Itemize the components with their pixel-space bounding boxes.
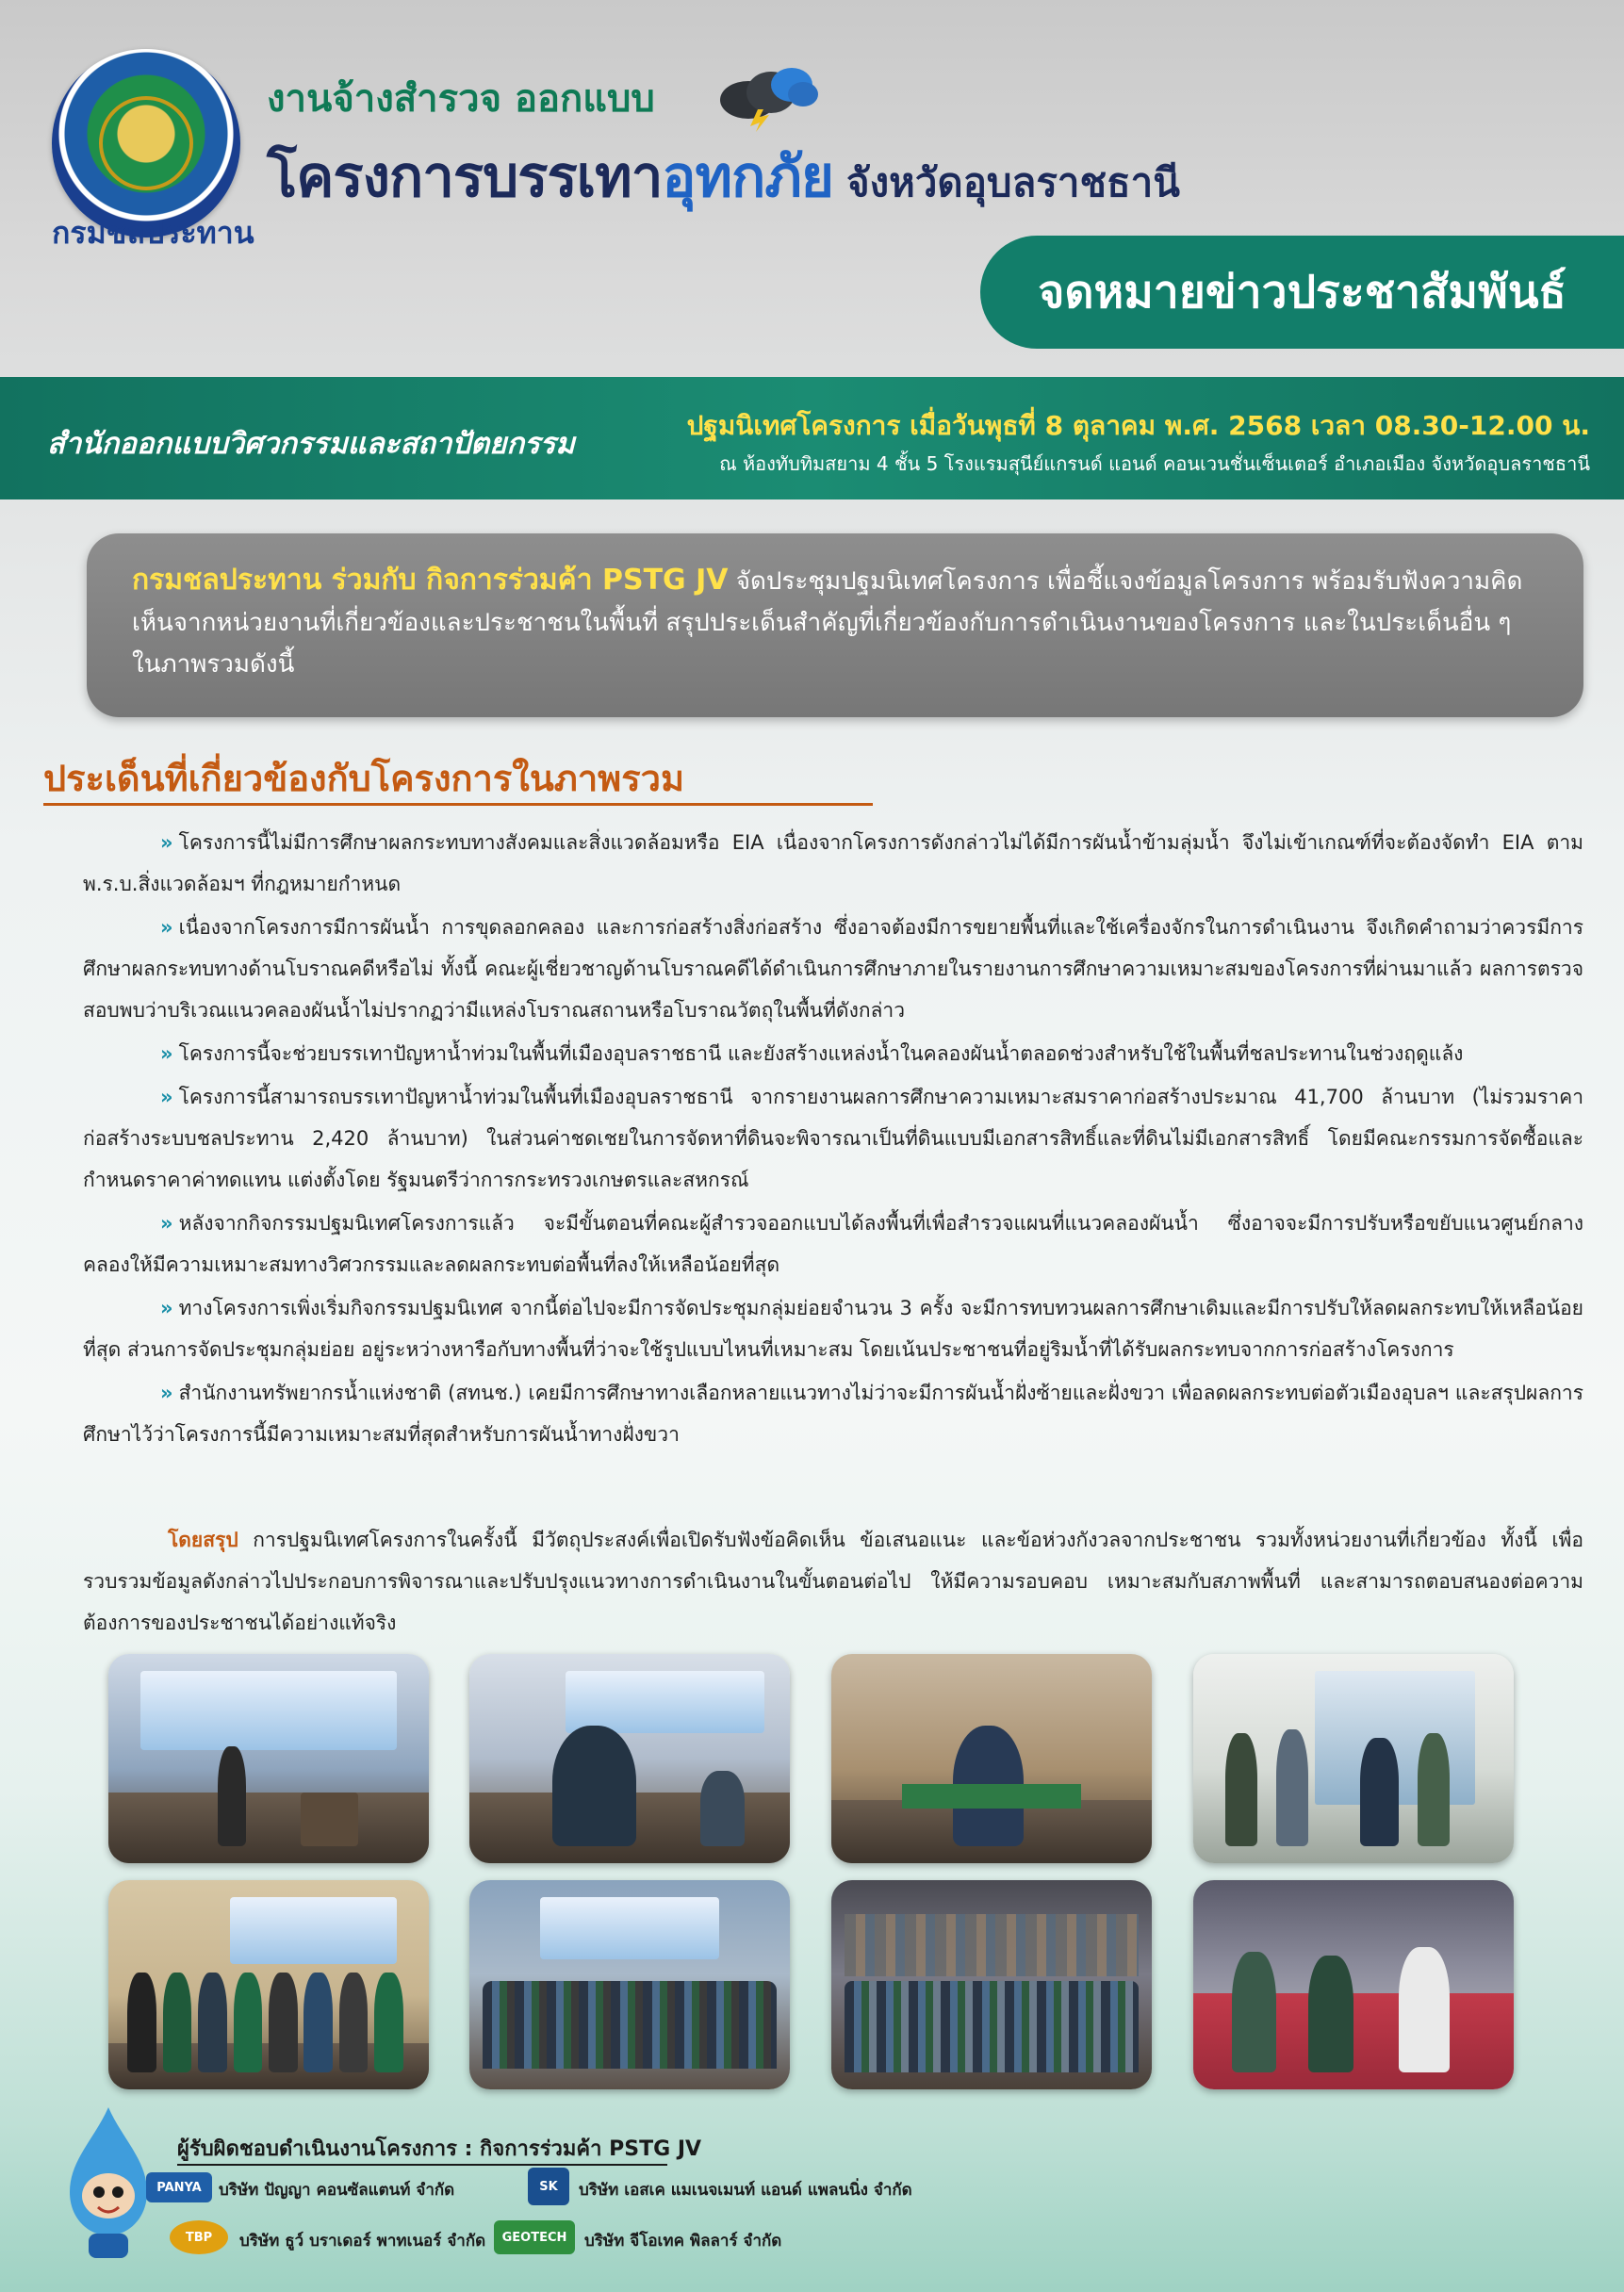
bullet-arrow-icon: » [160,1297,173,1319]
bullet-item: » โครงการนี้สามารถบรรเทาปัญหาน้ำท่วมในพื้นที่เมืองอุบลราชธานี จากรายงานผลการศึกษาความเหมาะสมราคาก่อสร้างประมาณ 41,700 ล้านบาท (ไม่รวมราคาก่อสร้างระบบชลประทาน 2,420 ล้านบาท) ในส่วนค่าชดเชยในการจัดหาที่ดินจะพิจารณาเป็นที่ดินแบบมีเอกสารสิทธิ์และที่ดินไม่มีเอกสารสิทธิ์ โดยมีคณะกรรมการจัดซื้อและกำหนดราคาค่าทดแทน แต่งตั้งโดย รัฐมนตรีว่าการกระทรวงเกษตรและสหกรณ์ [83,1086,1583,1191]
event-photo [108,1880,429,2089]
project-title [267,132,1180,221]
panya-logo-icon: PANYA [146,2172,212,2202]
logo-caption: กรมชลประทาน [52,215,254,251]
bullet-item: » โครงการนี้ไม่มีการศึกษาผลกระทบทางสังคมและสิ่งแวดล้อมหรือ EIA เนื่องจากโครงการดังกล่าวไม่ได้มีการผันน้ำข้ามลุ่มน้ำ จึงไม่เข้าเกณฑ์ที่จะต้องจัดทำ EIA ตาม พ.ร.บ.สิ่งแวดล้อมฯ ที่กฎหมายกำหนด [83,831,1583,895]
event-photo [469,1654,790,1863]
event-photo [1193,1654,1514,1863]
intro-paragraph [132,560,1538,685]
project-title-highlight: อุทกภัย [662,144,834,210]
summary [83,1519,1583,1644]
event-date: ปฐมนิเทศโครงการ เมื่อวันพุธที่ 8 ตุลาคม พ.ศ. 2568 เวลา 08.30-12.00 น. [686,410,1590,441]
bullet-arrow-icon: » [160,916,173,939]
intro-text: จัดประชุมปฐมนิเทศโครงการ เพื่อชี้แจงข้อมูลโครงการ พร้อมรับฟังความคิดเห็นจากหน่วยงานที่เกี่ยวข้องและประชาชนในพื้นที่ สรุปประเด็นสำคัญที่เกี่ยวข้องกับการดำเนินงานของโครงการ และในประเด็นอื่น ๆ ในภาพรวมดังนี้ [132,567,1523,679]
section-divider [43,803,873,806]
bullet-item: » หลังจากกิจกรรมปฐมนิเทศโครงการแล้ว จะมีขั้นตอนที่คณะผู้สำรวจออกแบบได้ลงพื้นที่เพื่อสำรวจแผนที่แนวคลองผันน้ำ ซึ่งอาจจะมีการปรับหรือขยับแนวศูนย์กลางคลองให้มีความเหมาะสมทางวิศวกรรมและลดผลกระทบต่อพื้นที่ลงให้เหลือน้อยที่สุด [83,1212,1583,1276]
project-title-main: โครงการบรรเทา [267,144,663,210]
sk-logo-icon: SK [528,2168,569,2205]
footer-divider [177,2164,667,2166]
project-province: จังหวัดอุบลราชธานี [846,159,1180,205]
bullet-item: » ทางโครงการเพิ่งเริ่มกิจกรรมปฐมนิเทศ จากนี้ต่อไปจะมีการจัดประชุมกลุ่มย่อยจำนวน 3 ครั้ง จะมีการทบทวนผลการศึกษาเดิมและมีการปรับให้ลดผลกระทบให้เหลือน้อยที่สุด ส่วนการจัดประชุมกลุ่มย่อย อยู่ระหว่างหารือกับทางพื้นที่ว่าจะใช้รูปแบบไหนที่เหมาะสม โดยเน้นประชาชนที่อยู่ริมน้ำที่ได้รับผลกระทบจากการก่อสร้างโครงการ [83,1297,1583,1361]
bullet-list [83,822,1583,1457]
bullet-arrow-icon: » [160,1086,173,1108]
header-subtitle: งานจ้างสำรวจ ออกแบบ [267,77,655,121]
newsletter-label [980,236,1624,349]
company-name: บริษัท ธูว์ บราเดอร์ พาทเนอร์ จำกัด [239,2232,486,2251]
bullet-arrow-icon: » [160,831,173,854]
footer-title: ผู้รับผิดชอบดำเนินงานโครงการ : กิจการร่วมค้า PSTG JV [177,2137,702,2161]
intro-box [87,533,1583,717]
intro-lead: กรมชลประทาน ร่วมกับ กิจการร่วมค้า PSTG JV [132,564,729,597]
summary-keyword: โดยสรุป [168,1529,238,1551]
bullet-item: » สำนักงานทรัพยากรน้ำแห่งชาติ (สทนช.) เคยมีการศึกษาทางเลือกหลายแนวทางไม่ว่าจะมีการผันน้ำฝั่งซ้ายและฝั่งขวา เพื่อลดผลกระทบต่อตัวเมืองอุบลฯ และสรุปผลการศึกษาไว้ว่าโครงการนี้มีความเหมาะสมที่สุดสำหรับการผันน้ำทางฝั่งขวา [83,1382,1583,1446]
event-photo [831,1654,1152,1863]
bullet-arrow-icon: » [160,1382,173,1404]
event-photo [469,1880,790,2089]
storm-cloud-icon [709,57,822,132]
company-name: บริษัท เอสเค แมเนจเมนท์ แอนด์ แพลนนิ่ง จำกัด [579,2181,912,2200]
summary-text: การปฐมนิเทศโครงการในครั้งนี้ มีวัตถุประสงค์เพื่อเปิดรับฟังข้อคิดเห็น ข้อเสนอแนะ และข้อห่วงกังวลจากประชาชน รวมทั้งหน่วยงานที่เกี่ยวข้อง ทั้งนี้ เพื่อรวบรวมข้อมูลดังกล่าวไปประกอบการพิจารณาและปรับปรุงแนวทางการดำเนินงานในขั้นตอนต่อไป ให้มีความรอบคอบ เหมาะสมกับสภาพพื้นที่ และสามารถตอบสนองต่อความต้องการของประชาชนได้อย่างแท้จริง [83,1529,1583,1634]
newsletter-label-text: จดหมายข่าวประชาสัมพันธ์ [1038,266,1567,319]
bullet-item: » เนื่องจากโครงการมีการผันน้ำ การขุดลอกคลอง และการก่อสร้างสิ่งก่อสร้าง ซึ่งอาจต้องมีการขยายพื้นที่และใช้เครื่องจักรในการดำเนินงาน จึงเกิดคำถามว่าควรมีการศึกษาผลกระทบทางด้านโบราณคดีหรือไม่ ทั้งนี้ คณะผู้เชี่ยวชาญด้านโบราณคดีได้ดำเนินการศึกษาภายในรายงานการศึกษาความเหมาะสมของโครงการที่ผ่านมาแล้ว ผลการตรวจสอบพบว่าบริเวณแนวคลองผันน้ำไม่ปรากฏว่ามีแหล่งโบราณสถานหรือโบราณวัตถุในพื้นที่ดังกล่าว [83,916,1583,1022]
company-name: บริษัท จีโอเทค พิลลาร์ จำกัด [584,2232,782,2251]
summary-paragraph [83,1519,1583,1644]
water-drop-mascot-icon [57,2102,160,2262]
event-photo [108,1654,429,1863]
event-photo [1193,1880,1514,2089]
event-photo [831,1880,1152,2089]
bullet-item: » โครงการนี้จะช่วยบรรเทาปัญหาน้ำท่วมในพื้นที่เมืองอุบลราชธานี และยังสร้างแหล่งน้ำในคลองผันน้ำตลอดช่วงสำหรับใช้ในพื้นที่ชลประทานในช่วงฤดูแล้ง [160,1042,1464,1065]
bullet-arrow-icon: » [160,1042,173,1065]
tbp-logo-icon: TBP [170,2220,228,2254]
office-name: สำนักออกแบบวิศวกรรมและสถาปัตยกรรม [47,427,575,461]
section-title: ประเด็นที่เกี่ยวข้องกับโครงการในภาพรวม [43,758,685,799]
bullet-arrow-icon: » [160,1212,173,1235]
event-venue: ณ ห้องทับทิมสยาม 4 ชั้น 5 โรงแรมสุนีย์แกรนด์ แอนด์ คอนเวนชั่นเซ็นเตอร์ อำเภอเมือง จังหวัดอุบลราชธานี [719,452,1590,475]
geotech-logo-icon: GEOTECH [494,2220,575,2254]
company-name: บริษัท ปัญญา คอนซัลแตนท์ จำกัด [219,2181,455,2200]
